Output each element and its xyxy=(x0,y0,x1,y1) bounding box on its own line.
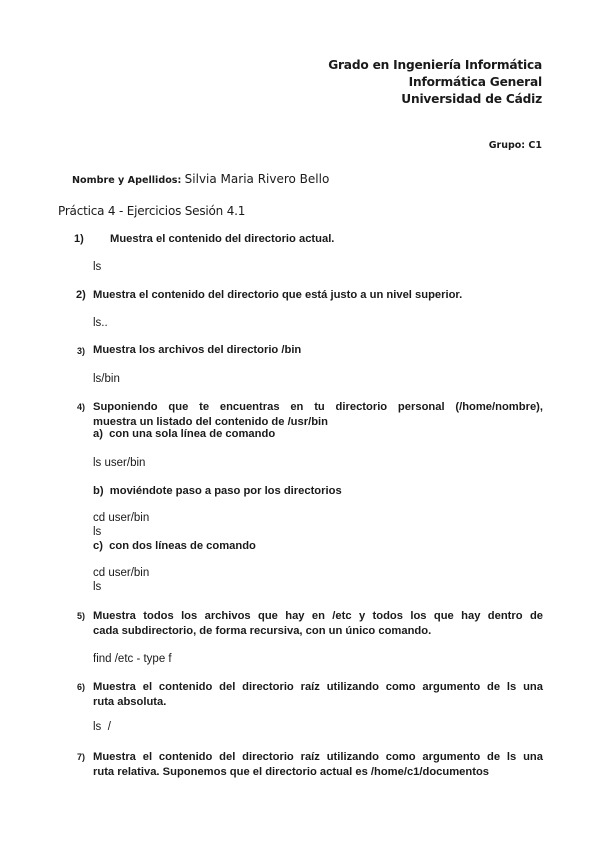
exercise-5-question-line1: Muestra todos los archivos que hay en /etc y todos los que hay dentro de xyxy=(93,610,543,622)
exercise-6-question-line1: Muestra el contenido del directorio raíz utilizando como argumento de ls una xyxy=(93,681,543,693)
exercise-7-question xyxy=(93,750,543,779)
exercise-4-number: 4) xyxy=(77,402,86,412)
exercise-4c-answer-line1: cd user/bin xyxy=(93,567,150,579)
exercise-4a-answer: ls user/bin xyxy=(93,457,146,469)
exercise-4a-label: a) xyxy=(93,428,103,440)
exercise-4-question xyxy=(93,400,543,429)
exercise-4a xyxy=(93,428,275,440)
exercise-1-number: 1) xyxy=(74,233,84,245)
exercise-4b-answer-line1: cd user/bin xyxy=(93,512,150,524)
exercise-2-answer: ls.. xyxy=(93,317,108,329)
exercise-4c-label: c) xyxy=(93,540,103,552)
exercise-7-question-line1: Muestra el contenido del directorio raíz utilizando como argumento de ls una xyxy=(93,751,543,763)
exercise-5-answer: find /etc - type f xyxy=(93,653,172,665)
exercise-6-question-line2: ruta absoluta. xyxy=(93,695,167,708)
exercise-6-number: 6) xyxy=(77,682,86,692)
exercise-3-number: 3) xyxy=(77,346,86,356)
header-course: Informática General xyxy=(408,75,542,89)
exercise-3-question: Muestra los archivos del directorio /bin xyxy=(93,344,302,356)
exercise-4c-text: con dos líneas de comando xyxy=(109,540,256,552)
exercise-5-question-line2: cada subdirectorio, de forma recursiva, con un único comando. xyxy=(93,624,432,637)
exercise-6-question xyxy=(93,680,543,709)
student-name-row xyxy=(72,172,329,186)
exercise-4c xyxy=(93,540,256,552)
header-university: Universidad de Cádiz xyxy=(401,92,542,106)
student-name-label: Nombre y Apellidos: xyxy=(72,175,182,186)
exercise-2-number: 2) xyxy=(76,289,86,301)
exercise-4b-text: moviéndote paso a paso por los directorios xyxy=(109,485,342,497)
exercise-5-number: 5) xyxy=(77,611,86,621)
exercise-4c-answer-line2: ls xyxy=(93,581,102,593)
exercise-4b-answer-line2: ls xyxy=(93,526,102,538)
exercise-1-question: Muestra el contenido del directorio actual. xyxy=(110,233,335,245)
exercise-4b xyxy=(93,485,342,497)
exercise-6-answer: ls / xyxy=(93,721,111,733)
exercise-4b-label: b) xyxy=(93,485,104,497)
exercise-4-question-line1: Suponiendo que te encuentras en tu directorio personal (/home/nombre), xyxy=(93,401,543,413)
exercise-7-number: 7) xyxy=(77,752,86,762)
exercise-4-question-line2: muestra un listado del contenido de /usr/bin xyxy=(93,415,328,428)
exercise-3-answer: ls/bin xyxy=(93,373,120,385)
exercise-2-question: Muestra el contenido del directorio que está justo a un nivel superior. xyxy=(93,289,463,301)
student-name-value: Silvia Maria Rivero Bello xyxy=(184,172,330,186)
exercise-4a-text: con una sola línea de comando xyxy=(109,428,276,440)
page-title: Práctica 4 - Ejercicios Sesión 4.1 xyxy=(58,204,246,218)
exercise-7-question-line2: ruta relativa. Suponemos que el directorio actual es /home/c1/documentos xyxy=(93,765,490,778)
group-label: Grupo: C1 xyxy=(488,140,542,151)
exercise-1-answer: ls xyxy=(93,261,102,273)
exercise-5-question xyxy=(93,609,543,638)
header-degree: Grado en Ingeniería Informática xyxy=(328,58,542,72)
